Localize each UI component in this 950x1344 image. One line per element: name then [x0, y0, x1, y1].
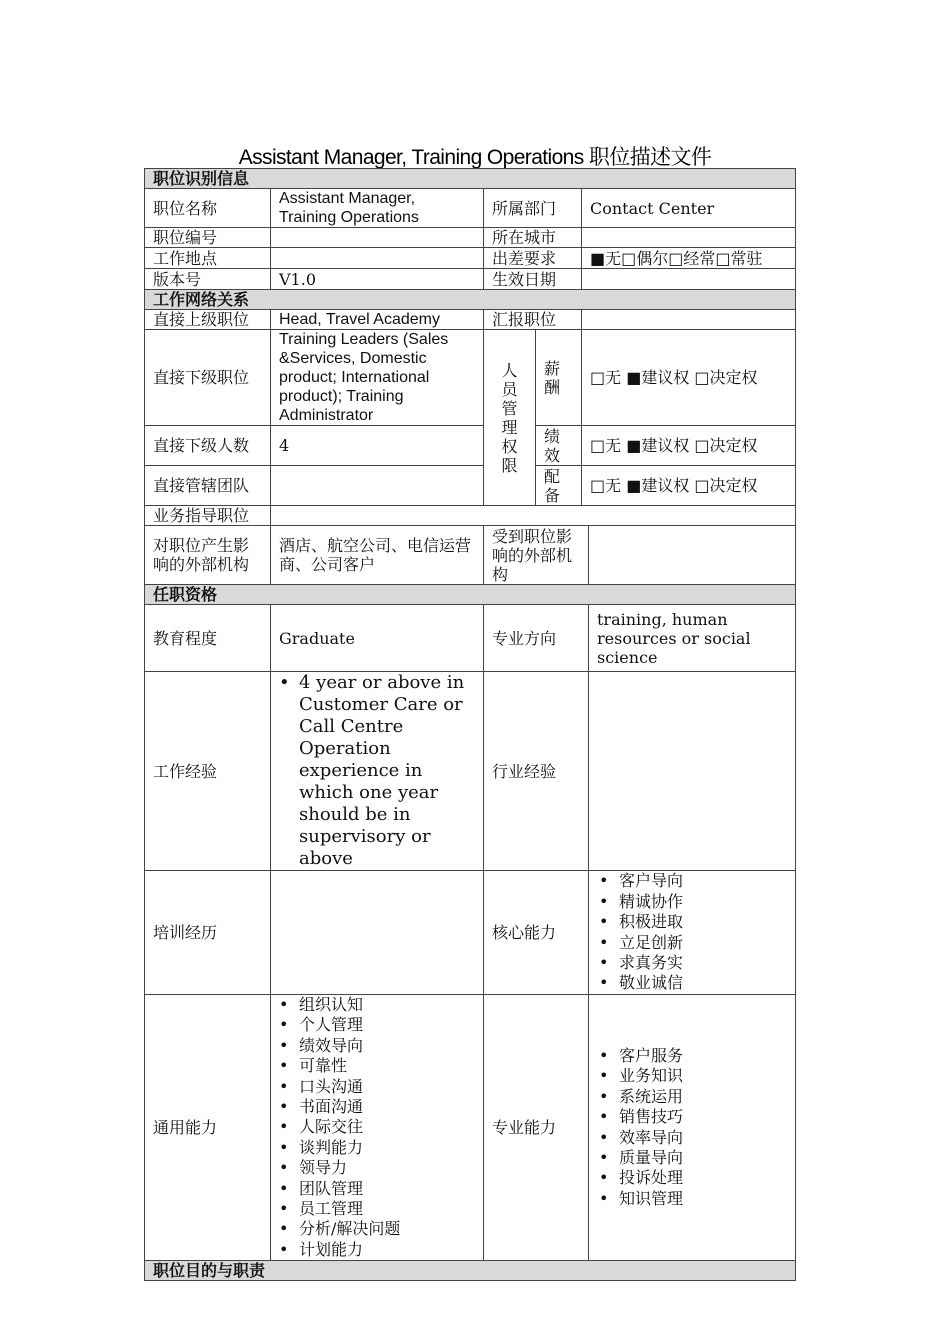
list-item: • 绩效导向 — [279, 1036, 475, 1056]
affected-value — [589, 526, 796, 585]
city-value — [582, 228, 796, 248]
city-label: 所在城市 — [484, 228, 582, 248]
sub-count-label: 直接下级人数 — [145, 426, 271, 466]
team-label: 直接管辖团队 — [145, 466, 271, 506]
superior-value: Head, Travel Academy — [271, 310, 484, 330]
salary-label: 薪酬 — [536, 330, 582, 426]
list-item: • 组织认知 — [279, 995, 475, 1015]
authority-label: 人 员 管 理 权 限 — [484, 330, 536, 506]
professional-competency-list — [593, 1046, 787, 1209]
list-item: • 客户服务 — [599, 1046, 787, 1066]
guidance-value — [271, 506, 796, 526]
professional-label: 专业能力 — [484, 995, 589, 1261]
list-item: • 口头沟通 — [279, 1077, 475, 1097]
subordinate-value: Training Leaders (Sales &Services, Domestic product; International product); Training Administrator — [271, 330, 484, 426]
team-value — [271, 466, 484, 506]
position-no-value — [271, 228, 484, 248]
section-qualification: 任职资格 — [145, 585, 796, 605]
position-no-label: 职位编号 — [145, 228, 271, 248]
department-label: 所属部门 — [484, 189, 582, 228]
travel-value: ■无□偶尔□经常□常驻 — [582, 248, 796, 269]
superior-label: 直接上级职位 — [145, 310, 271, 330]
external-label: 对职位产生影响的外部机构 — [145, 526, 271, 585]
location-value — [271, 248, 484, 269]
list-item: • 质量导向 — [599, 1148, 787, 1168]
position-name-value: Assistant Manager, Training Operations — [271, 189, 484, 228]
location-label: 工作地点 — [145, 248, 271, 269]
performance-authority: □无 ■建议权 □决定权 — [582, 426, 796, 466]
department-value: Contact Center — [582, 189, 796, 228]
list-item: • 人际交往 — [279, 1117, 475, 1137]
list-item: • 知识管理 — [599, 1189, 787, 1209]
list-item: • 书面沟通 — [279, 1097, 475, 1117]
general-competency-list — [273, 995, 475, 1260]
list-item: • 可靠性 — [279, 1056, 475, 1076]
list-item: • 立足创新 — [599, 933, 787, 953]
position-name-label: 职位名称 — [145, 189, 271, 228]
section-purpose: 职位目的与职责 — [145, 1261, 796, 1281]
list-item: • 效率导向 — [599, 1128, 787, 1148]
guidance-label: 业务指导职位 — [145, 506, 271, 526]
list-item: • 谈判能力 — [279, 1138, 475, 1158]
job-description-table — [144, 168, 796, 1281]
travel-label: 出差要求 — [484, 248, 582, 269]
core-label: 核心能力 — [484, 871, 589, 995]
page-title: Assistant Manager, Training Operations 职位描述文件 — [238, 146, 712, 169]
list-item: • 精诚协作 — [599, 892, 787, 912]
subordinate-label: 直接下级职位 — [145, 330, 271, 426]
training-label: 培训经历 — [145, 871, 271, 995]
effective-date-value — [582, 269, 796, 290]
list-item: • 员工管理 — [279, 1199, 475, 1219]
list-item: • 系统运用 — [599, 1087, 787, 1107]
industry-label: 行业经验 — [484, 672, 589, 871]
list-item: • 投诉处理 — [599, 1168, 787, 1188]
affected-label: 受到职位影响的外部机构 — [484, 526, 589, 585]
major-value: training, human resources or social science — [589, 605, 796, 672]
major-label: 专业方向 — [484, 605, 589, 672]
external-value: 酒店、航空公司、电信运营商、公司客户 — [271, 526, 484, 585]
core-competency-list — [593, 871, 787, 993]
effective-date-label: 生效日期 — [484, 269, 582, 290]
list-item: • 求真务实 — [599, 953, 787, 973]
experience-list — [273, 672, 475, 870]
education-value: Graduate — [271, 605, 484, 672]
performance-label: 绩效 — [536, 426, 582, 466]
list-item: • 客户导向 — [599, 871, 787, 891]
list-item: • 分析/解决问题 — [279, 1219, 475, 1239]
list-item: • 团队管理 — [279, 1179, 475, 1199]
list-item: • 销售技巧 — [599, 1107, 787, 1127]
section-network: 工作网络关系 — [145, 290, 796, 310]
experience-label: 工作经验 — [145, 672, 271, 871]
version-label: 版本号 — [145, 269, 271, 290]
list-item: • 个人管理 — [279, 1015, 475, 1035]
staffing-label: 配备 — [536, 466, 582, 506]
industry-value — [589, 672, 796, 871]
general-label: 通用能力 — [145, 995, 271, 1261]
report-label: 汇报职位 — [484, 310, 582, 330]
list-item: • 敬业诚信 — [599, 973, 787, 993]
version-value: V1.0 — [271, 269, 484, 290]
list-item: • 积极进取 — [599, 912, 787, 932]
report-value — [582, 310, 796, 330]
list-item: • 业务知识 — [599, 1066, 787, 1086]
list-item: • 计划能力 — [279, 1240, 475, 1260]
education-label: 教育程度 — [145, 605, 271, 672]
staffing-authority: □无 ■建议权 □决定权 — [582, 466, 796, 506]
salary-authority: □无 ■建议权 □决定权 — [582, 330, 796, 426]
list-item: • 4 year or above in Customer Care or Call Centre Operation experience in which one year should be in supervisory or above — [279, 672, 475, 870]
sub-count-value: 4 — [271, 426, 484, 466]
list-item: • 领导力 — [279, 1158, 475, 1178]
training-value — [271, 871, 484, 995]
section-identification: 职位识别信息 — [145, 169, 796, 189]
